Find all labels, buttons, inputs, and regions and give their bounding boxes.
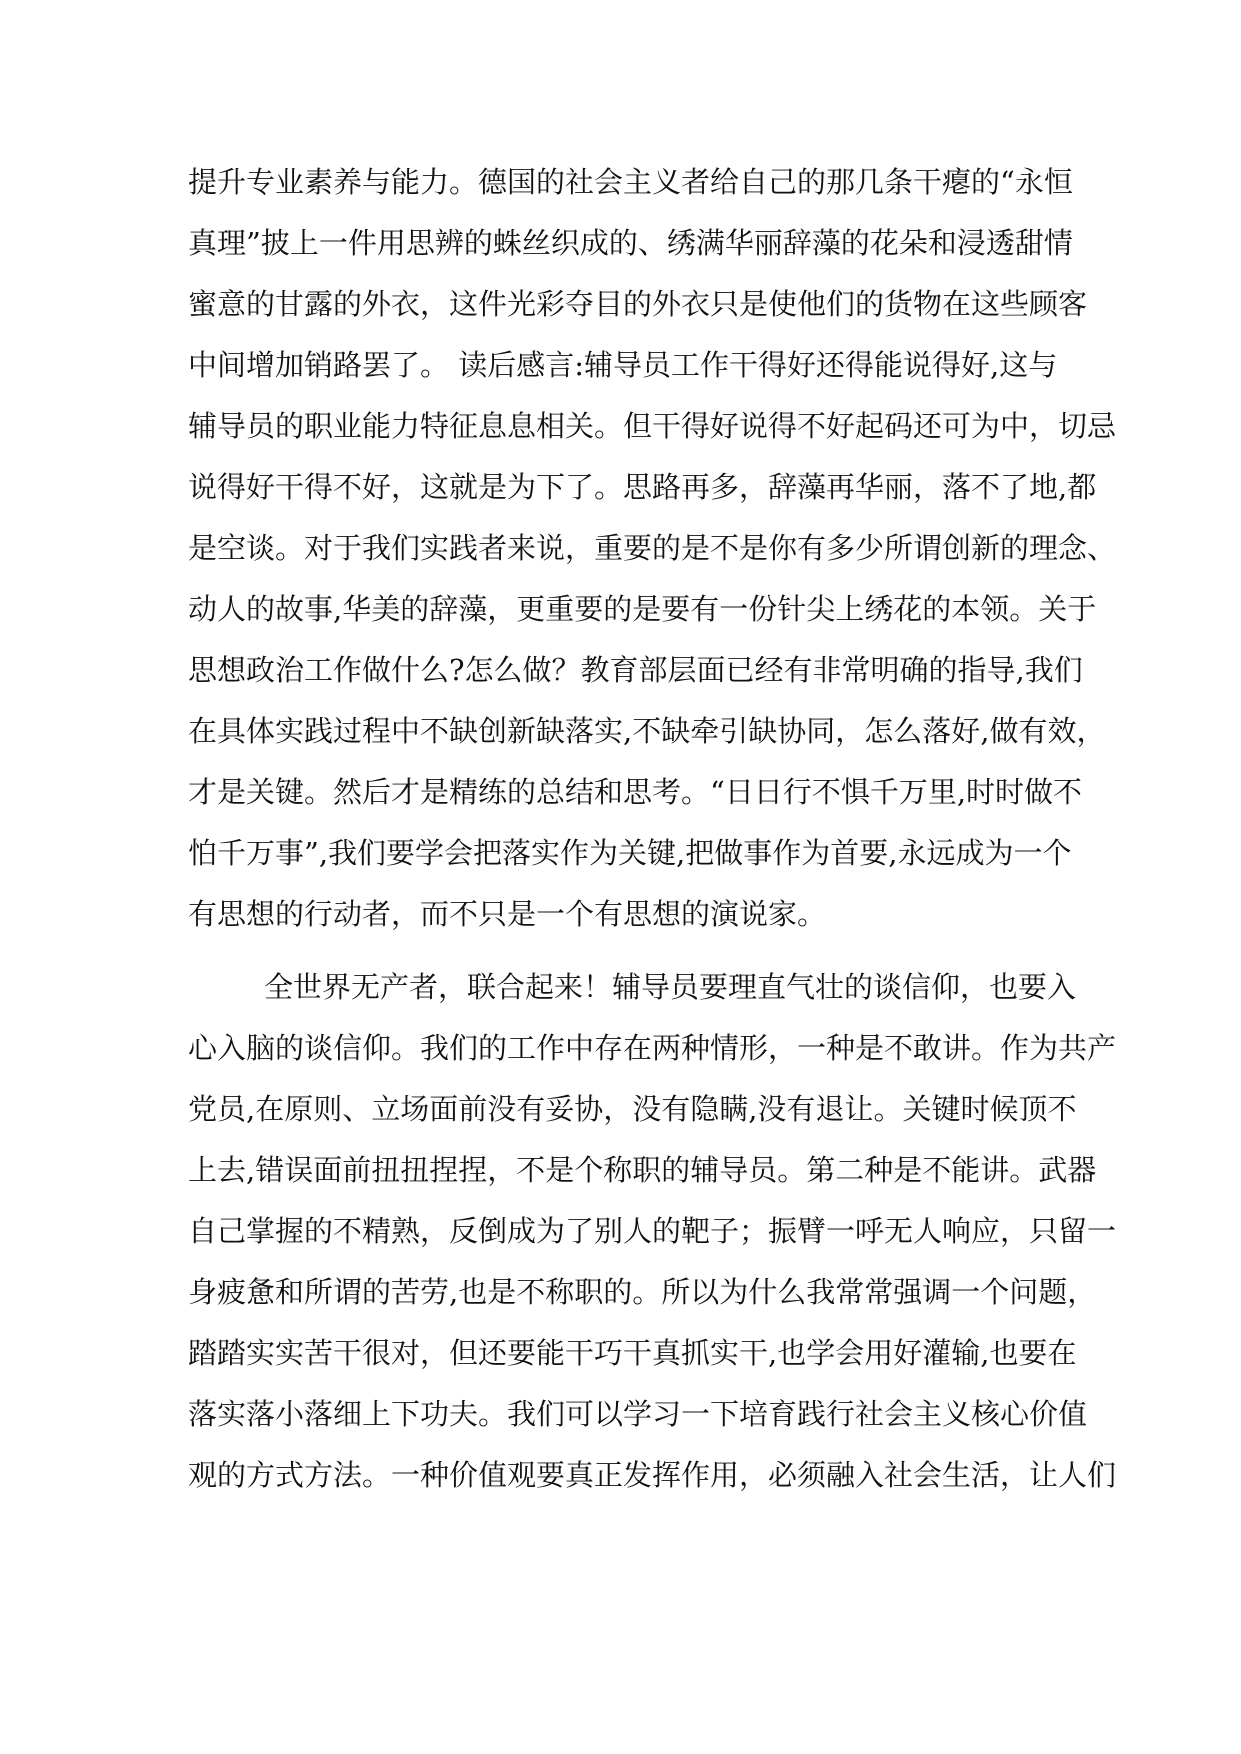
text-line: 在具体实践过程中不缺创新缺落实,不缺牵引缺协同，怎么落好,做有效， xyxy=(188,714,1106,748)
text-line: 心入脑的谈信仰。我们的工作中存在两种情形，一种是不敢讲。作为共产 xyxy=(188,1031,1117,1065)
text-line: 中间增加销路罢了。 读后感言:辅导员工作干得好还得能说得好,这与 xyxy=(188,348,1058,382)
text-line: 真理”披上一件用思辨的蛛丝织成的、绣满华丽辞藻的花朵和浸透甜情 xyxy=(188,226,1073,260)
text-line: 才是关键。然后才是精练的总结和思考。“日日行不惧千万里,时时做不 xyxy=(188,775,1083,809)
text-line: 说得好干得不好，这就是为下了。思路再多，辞藻再华丽，落不了地,都 xyxy=(188,470,1097,504)
text-line: 落实落小落细上下功夫。我们可以学习一下培育践行社会主义核心价值 xyxy=(188,1397,1088,1431)
text-line: 自己掌握的不精熟，反倒成为了别人的靶子；振臂一呼无人响应，只留一 xyxy=(188,1214,1117,1248)
text-line: 党员,在原则、立场面前没有妥协，没有隐瞒,没有退让。关键时候顶不 xyxy=(188,1092,1077,1126)
text-line: 是空谈。对于我们实践者来说，重要的是不是你有多少所谓创新的理念、 xyxy=(188,531,1117,565)
text-line: 观的方式方法。一种价值观要真正发挥作用，必须融入社会生活，让人们 xyxy=(188,1458,1117,1492)
text-line: 辅导员的职业能力特征息息相关。但干得好说得不好起码还可为中，切忌 xyxy=(188,409,1117,443)
text-line: 上去,错误面前扭扭捏捏，不是个称职的辅导员。第二种是不能讲。武器 xyxy=(188,1153,1097,1187)
text-line: 踏踏实实苦干很对，但还要能干巧干真抓实干,也学会用好灌输,也要在 xyxy=(188,1336,1077,1370)
text-line: 怕千万事”,我们要学会把落实作为关键,把做事作为首要,永远成为一个 xyxy=(188,836,1072,870)
text-line: 思想政治工作做什么?怎么做？教育部层面已经有非常明确的指导,我们 xyxy=(188,653,1083,687)
paragraph-first-line: 全世界无产者，联合起来！辅导员要理直气壮的谈信仰，也要入 xyxy=(264,970,1077,1004)
text-line: 动人的故事,华美的辞藻，更重要的是要有一份针尖上绣花的本领。关于 xyxy=(188,592,1097,626)
text-line: 蜜意的甘露的外衣，这件光彩夺目的外衣只是使他们的货物在这些顾客 xyxy=(188,287,1088,321)
text-line: 身疲惫和所谓的苦劳,也是不称职的。所以为什么我常常强调一个问题， xyxy=(188,1275,1097,1309)
text-line: 有思想的行动者，而不只是一个有思想的演说家。 xyxy=(188,897,827,931)
text-line: 提升专业素养与能力。德国的社会主义者给自己的那几条干瘪的“永恒 xyxy=(188,165,1073,199)
